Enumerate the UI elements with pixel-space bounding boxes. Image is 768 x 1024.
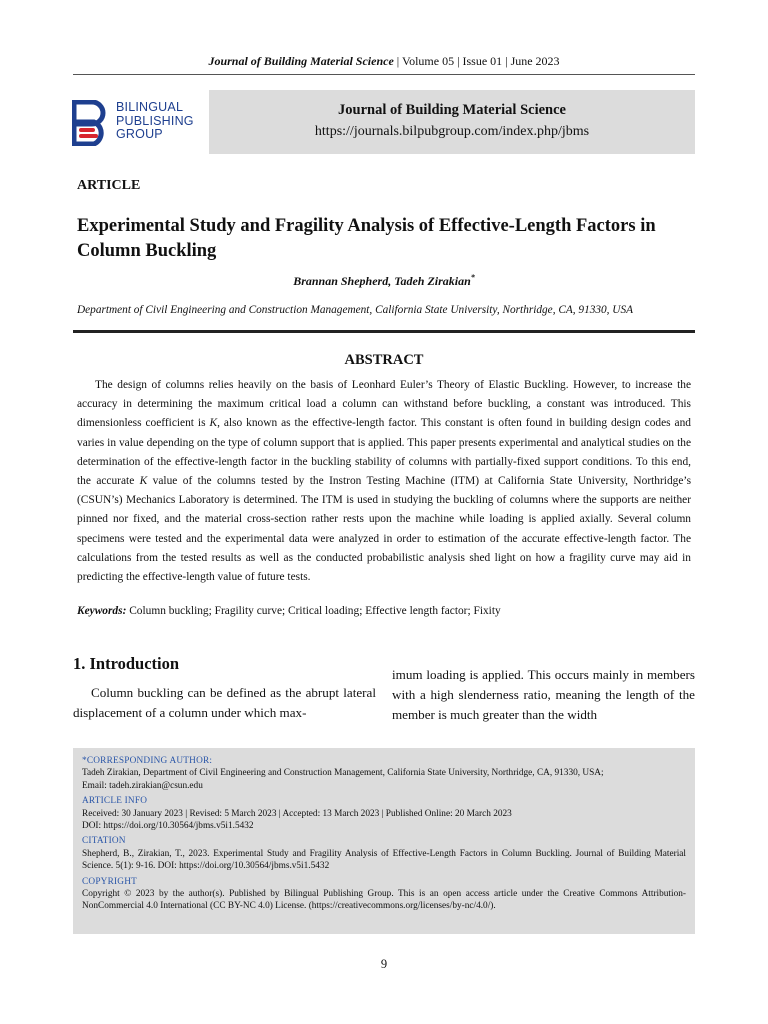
page-number: 9 <box>380 957 388 971</box>
running-head <box>73 54 695 69</box>
publisher-logo-text: BILINGUAL PUBLISHING GROUP <box>116 100 194 141</box>
keywords <box>77 605 691 617</box>
header-rule <box>73 74 695 75</box>
section-heading-introduction: 1. Introduction <box>73 654 180 673</box>
corresponding-mark: * <box>470 273 475 282</box>
author-list: Brannan Shepherd, Tadeh Zirakian* <box>293 273 475 288</box>
article-info-box <box>73 748 695 934</box>
affiliation: Department of Civil Engineering and Construction Management, California State University, Northridge, CA, 91330, USA <box>77 304 634 316</box>
keywords-label: Keywords: <box>77 605 127 617</box>
running-head-issue: | Volume 05 | Issue 01 | June 2023 <box>393 54 560 68</box>
k-symbol: K <box>209 417 218 430</box>
running-head-journal: Journal of Building Material Science <box>208 54 394 68</box>
article-type: ARTICLE <box>77 178 141 193</box>
copyright-heading: COPYRIGHT <box>82 876 138 887</box>
copyright-text: Copyright © 2023 by the author(s). Published by Bilingual Publishing Group. This is an open access article under the Creative Commons Attribution-NonCommercial 4.0 International (CC BY-NC 4.0) License. (https://creativecommons.org/licenses/by-nc/4.0/). <box>82 889 686 912</box>
article-info-heading: ARTICLE INFO <box>82 796 148 807</box>
citation-text: Shepherd, B., Zirakian, T., 2023. Experimental Study and Fragility Analysis of Effective-Length Factors in Column Buckling. Journal of Building Material Science. 5(1): 9-16. DOI: https://doi.org/10.30564/jbms.v5i1.5432 <box>82 848 686 872</box>
journal-info-box <box>209 90 695 154</box>
article-doi: DOI: https://doi.org/10.30564/jbms.v5i1.5432 <box>82 821 254 832</box>
title-rule <box>73 330 695 333</box>
paper-title: Experimental Study and Fragility Analysis of Effective-Length Factors in Column Buckling <box>77 216 656 261</box>
intro-right-column: imum loading is applied. This occurs mainly in members with a high slenderness ratio, meaning the length of the member is much greater than the width <box>392 667 695 722</box>
keywords-text: Column buckling; Fragility curve; Critical loading; Effective length factor; Fixity <box>126 605 501 617</box>
corresponding-author-text: Tadeh Zirakian, Department of Civil Engineering and Construction Management, California State University, Northridge, CA, 91330, USA; <box>82 768 604 779</box>
corresponding-email: Email: tadeh.zirakian@csun.edu <box>82 780 203 791</box>
article-dates: Received: 30 January 2023 | Revised: 5 March 2023 | Accepted: 13 March 2023 | Published Online: 20 March 2023 <box>82 808 512 819</box>
journal-url[interactable]: https://journals.bilpubgroup.com/index.php/jbms <box>314 124 590 139</box>
citation-heading: CITATION <box>82 836 126 847</box>
journal-title: Journal of Building Material Science <box>338 102 566 118</box>
intro-left-column: Column buckling can be defined as the abrupt lateral displacement of a column under which max- <box>73 685 376 720</box>
k-symbol: K <box>139 475 148 488</box>
corresponding-author-heading: *CORRESPONDING AUTHOR: <box>82 756 213 766</box>
abstract-text: The design of columns relies heavily on the basis of Leonhard Euler’s Theory of Elastic Buckling. However, to increase the accuracy in determining the maximum critical load a column can withstand before buckling, a constant was introduced. This dimensionless coefficient is K, also known as the effective-length factor. This constant is often found in building design codes and varies in value depending on the type of column support that is applied. This paper presents experimental and analytical studies on the determination of the effective-length factor in the buckling stability of columns with partially-fixed support conditions. To this end, the accurate K value of the columns tested by the Instron Testing Machine (ITM) at California State University, Northridge’s (CSUN’s) Mechanics Laboratory is determined. The ITM is used in studying the buckling of columns where the supports are neither pinned nor fixed, and the material cross-section rather rests upon the machine while loading is applied axially. Several column specimens were tested and the experimental data were analyzed in order to estimation of the accurate effective-length factor. The calculations from the tested results as well as the conducted probabilistic analysis shed light on how a fragility curve may aid in predicting the effective-length value of future tests. <box>77 379 692 584</box>
abstract-heading: ABSTRACT <box>344 352 424 368</box>
